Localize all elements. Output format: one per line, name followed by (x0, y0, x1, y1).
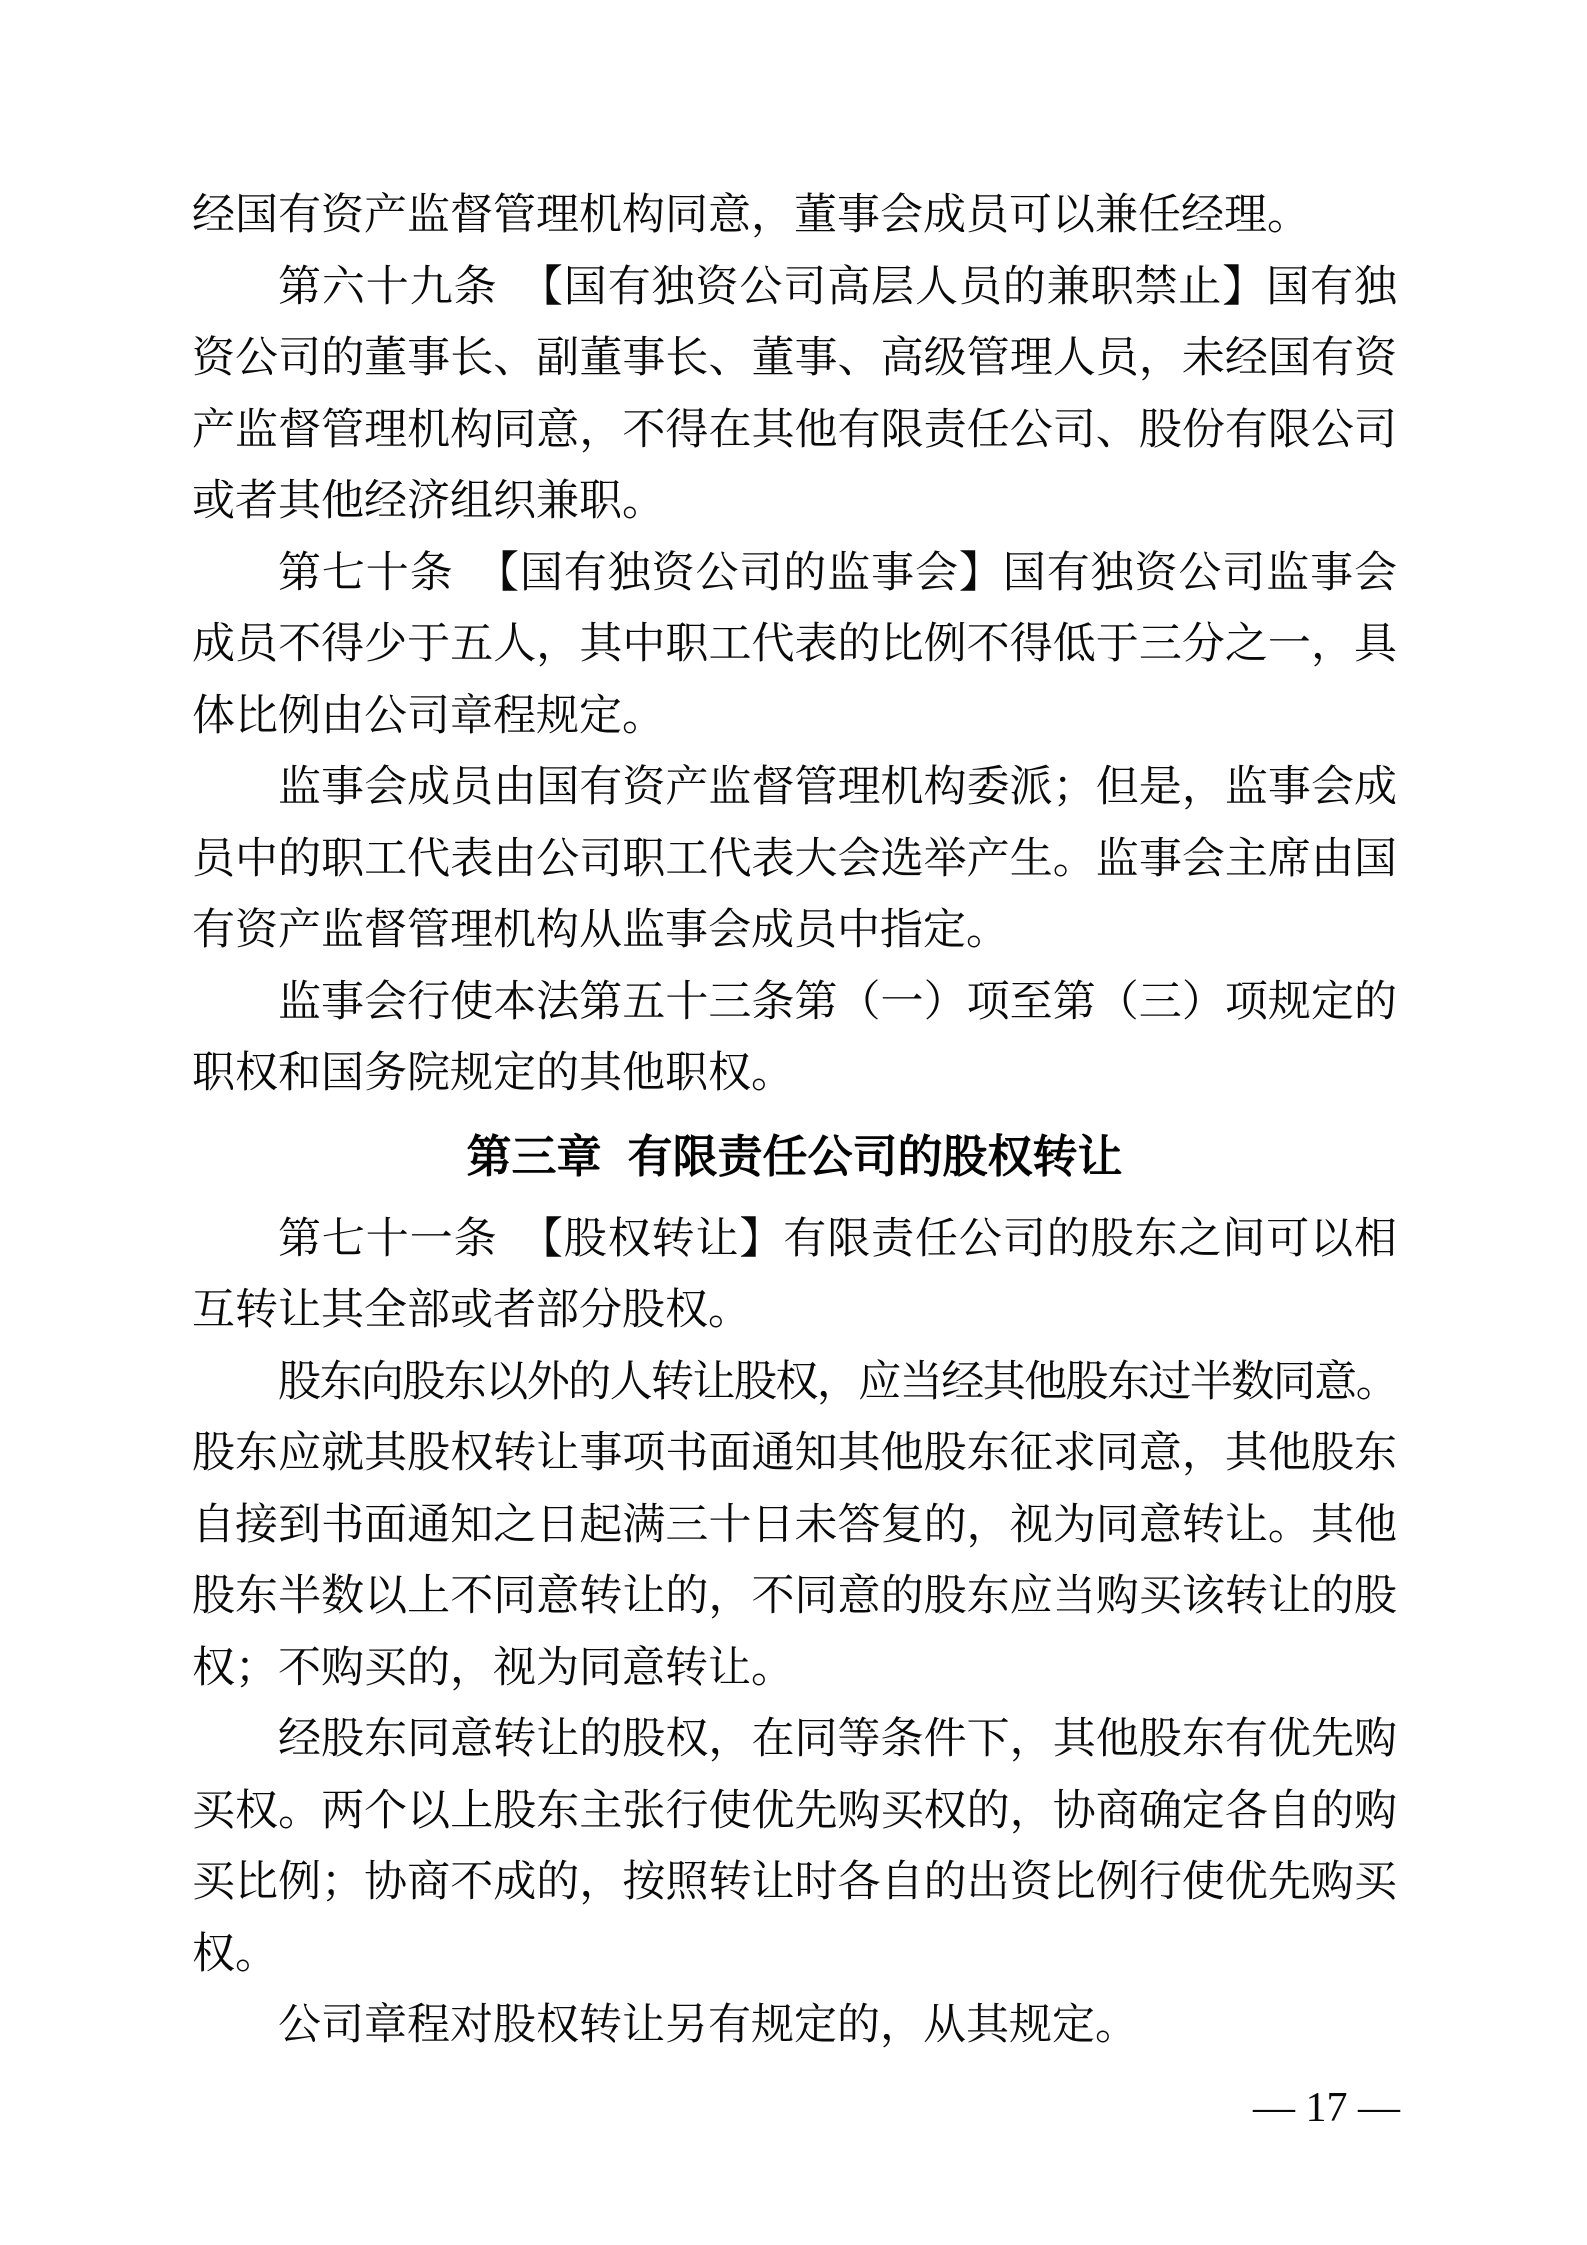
chapter-title: 有限责任公司的股权转让 (627, 1130, 1123, 1182)
text-line: 买权。两个以上股东主张行使优先购买权的，协商确定各自的购 (192, 1787, 1397, 1835)
text-line: 经股东同意转让的股权，在同等条件下，其他股东有优先购 (278, 1716, 1397, 1763)
text-line: 资公司的董事长、副董事长、董事、高级管理人员，未经国有资 (192, 335, 1397, 382)
text-line: 股东向股东以外的人转让股权，应当经其他股东过半数同意。 (278, 1358, 1397, 1406)
text-line: 公司章程对股权转让另有规定的，从其规定。 (278, 2002, 1138, 2049)
text-block-1 (192, 180, 1397, 1110)
text-line: 体比例由公司章程规定。 (192, 692, 665, 740)
text-line: 或者其他经济组织兼职。 (192, 478, 665, 525)
text-line: 权；不购买的，视为同意转让。 (192, 1644, 794, 1692)
text-line: 有资产监督管理机构从监事会成员中指定。 (192, 907, 1009, 954)
text-line: 监事会行使本法第五十三条第（一）项至第（三）项规定的 (278, 978, 1397, 1026)
text-line: 股东应就其股权转让事项书面通知其他股东征求同意，其他股东 (192, 1430, 1397, 1477)
page-number: — 17 — (1253, 2085, 1400, 2131)
text-line: 产监督管理机构同意，不得在其他有限责任公司、股份有限公司 (192, 406, 1397, 454)
text-line: 经国有资产监督管理机构同意，董事会成员可以兼任经理。 (192, 192, 1310, 239)
text-line: 第六十九条 【国有独资公司高层人员的兼职禁止】国有独 (278, 263, 1397, 311)
text-line: 自接到书面通知之日起满三十日未答复的，视为同意转让。其他 (192, 1501, 1397, 1549)
text-block-2 (192, 1204, 1397, 2062)
text-line: 成员不得少于五人，其中职工代表的比例不得低于三分之一，具 (192, 621, 1397, 668)
text-line: 第七十条 【国有独资公司的监事会】国有独资公司监事会 (278, 549, 1397, 597)
text-line: 股东半数以上不同意转让的，不同意的股东应当购买该转让的股 (192, 1573, 1397, 1620)
chapter-heading (192, 1110, 1397, 1204)
text-line: 第七十一条 【股权转让】有限责任公司的股东之间可以相 (278, 1215, 1397, 1263)
text-line: 互转让其全部或者部分股权。 (192, 1287, 751, 1334)
text-line: 买比例；协商不成的，按照转让时各自的出资比例行使优先购买 (192, 1859, 1397, 1906)
body-text (192, 180, 1397, 2062)
text-line: 权。 (192, 1930, 278, 1978)
text-line: 监事会成员由国有资产监督管理机构委派；但是，监事会成 (278, 764, 1397, 811)
chapter-number: 第三章 (466, 1130, 602, 1182)
text-line: 员中的职工代表由公司职工代表大会选举产生。监事会主席由国 (192, 835, 1397, 883)
text-line: 职权和国务院规定的其他职权。 (192, 1050, 794, 1097)
